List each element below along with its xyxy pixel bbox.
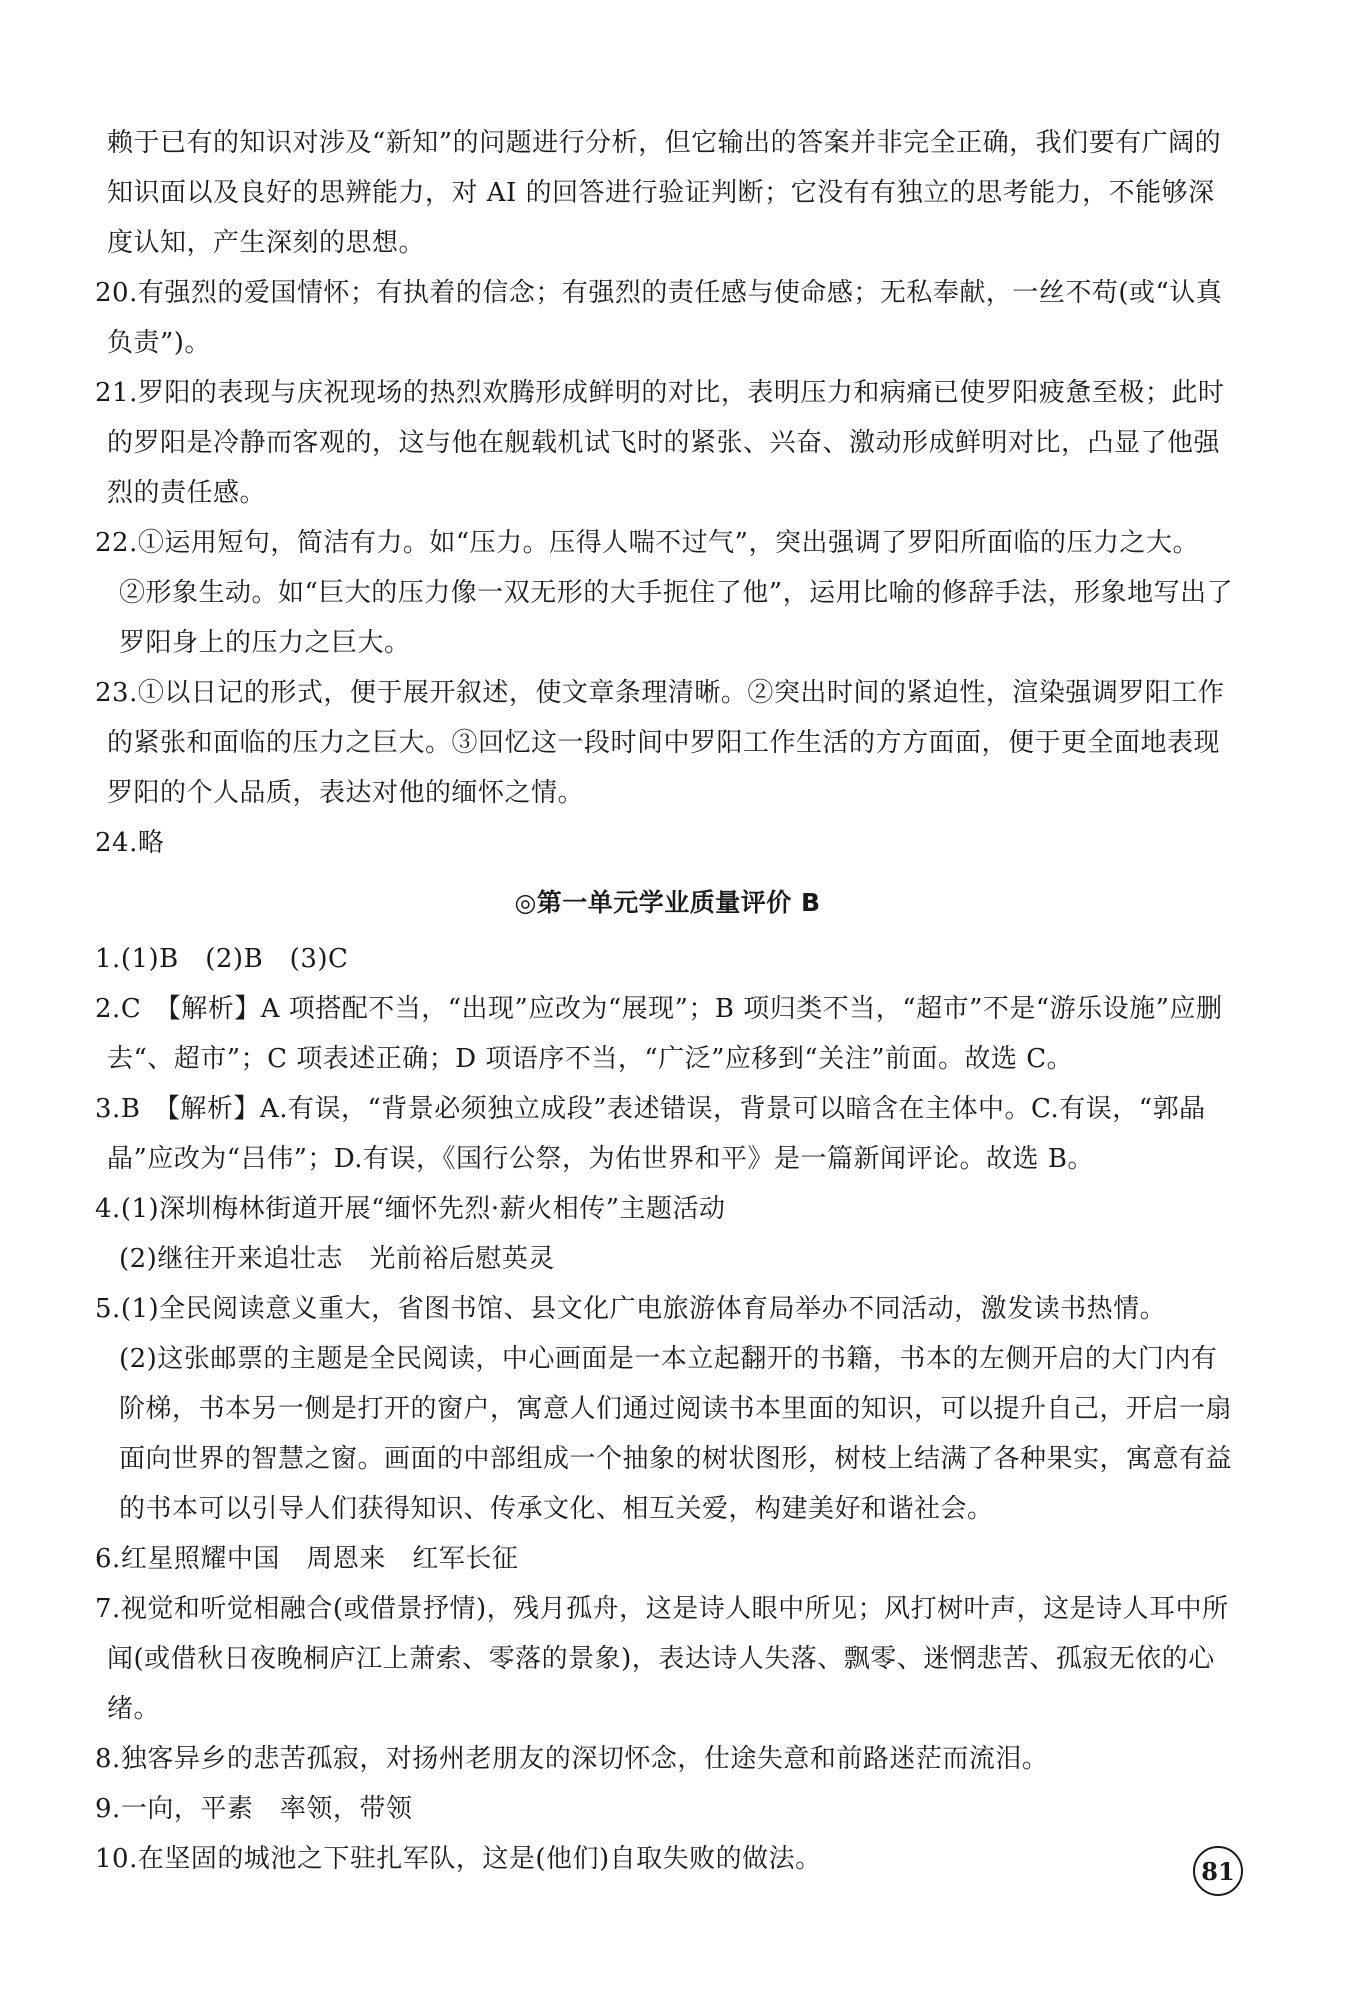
answer-item-2 (95, 984, 1240, 1084)
item-label: 4. (95, 1194, 121, 1224)
item-label: 10. (95, 1844, 138, 1874)
answer-item-8 (95, 1734, 1240, 1784)
item-text: B 【解析】A.有误，“背景必须独立成段”表述错误，背景可以暗含在主体中。C.有误，“郭晶晶”应改为“吕伟”；D.有误，《国行公祭，为佑世界和平》是一篇新闻评论。故选 B。 (107, 1094, 1206, 1174)
answer-item-3 (95, 1084, 1240, 1184)
item-label: 8. (95, 1744, 121, 1774)
item-label: 5. (95, 1294, 121, 1324)
item-label: 6. (95, 1544, 121, 1574)
answer-item-22 (95, 518, 1240, 668)
answer-item-9 (95, 1784, 1240, 1834)
page-number: 81 (1193, 1846, 1243, 1896)
item-text: 独客异乡的悲苦孤寂，对扬州老朋友的深切怀念，仕途失意和前路迷茫而流泪。 (120, 1744, 1049, 1774)
answer-item-1 (95, 934, 1240, 984)
item-label: 2. (95, 994, 121, 1024)
item-text: 罗阳的表现与庆祝现场的热烈欢腾形成鲜明的对比，表明压力和病痛已使罗阳疲惫至极；此时的罗阳是冷静而客观的，这与他在舰载机试飞时的紧张、兴奋、激动形成鲜明对比，凸显了他强烈的责任感。 (107, 378, 1225, 508)
item-label: 1. (95, 944, 121, 974)
item-sub-text: (2)这张邮票的主题是全民阅读，中心画面是一本立起翻开的书籍，书本的左侧开启的大门内有阶梯，书本另一侧是打开的窗户，寓意人们通过阅读书本里面的知识，可以提升自己，开启一扇面向世界的智慧之窗。画面的中部组成一个抽象的树状图形，树枝上结满了各种果实，寓意有益的书本可以引导人们获得知识、传承文化、相互关爱，构建美好和谐社会。 (119, 1344, 1233, 1524)
item-text: 在坚固的城池之下驻扎军队，这是(他们)自取失败的做法。 (137, 1844, 822, 1874)
item-label: 21. (95, 378, 138, 408)
item-text: 有强烈的爱国情怀；有执着的信念；有强烈的责任感与使命感；无私奉献，一丝不苟(或“认真负责”)。 (107, 278, 1223, 358)
item-text: (1)B (2)B (3)C (120, 944, 349, 974)
item-text: (1)深圳梅林街道开展“缅怀先烈·薪火相传”主题活动 (120, 1194, 726, 1224)
item-label: 23. (95, 678, 138, 708)
item-sub-text: (2)继往开来追壮志 光前裕后慰英灵 (119, 1244, 555, 1274)
answer-item-5 (95, 1284, 1240, 1534)
continuation-paragraph: 赖于已有的知识对涉及“新知”的问题进行分析，但它输出的答案并非完全正确，我们要有广阔的知识面以及良好的思辨能力，对 AI 的回答进行验证判断；它没有有独立的思考能力，不能够深度认知，产生深刻的思想。 (107, 128, 1222, 258)
item-sub-text: ②形象生动。如“巨大的压力像一双无形的大手扼住了他”，运用比喻的修辞手法，形象地写出了罗阳身上的压力之巨大。 (119, 578, 1234, 658)
answer-key-page (95, 118, 1240, 1884)
item-label: 24. (95, 828, 138, 858)
section-heading: ◎第一单元学业质量评价 B (514, 888, 821, 917)
item-label: 22. (95, 528, 138, 558)
answer-item-23 (95, 668, 1240, 818)
answer-item-24 (95, 818, 1240, 868)
item-text: (1)全民阅读意义重大，省图书馆、县文化广电旅游体育局举办不同活动，激发读书热情。 (120, 1294, 1167, 1324)
answer-item-4 (95, 1184, 1240, 1284)
answer-item-21 (95, 368, 1240, 518)
item-text: ①以日记的形式，便于展开叙述，使文章条理清晰。②突出时间的紧迫性，渲染强调罗阳工作的紧张和面临的压力之巨大。③回忆这一段时间中罗阳工作生活的方方面面，便于更全面地表现罗阳的个人品质，表达对他的缅怀之情。 (107, 678, 1225, 808)
item-label: 3. (95, 1094, 121, 1124)
item-text: 红星照耀中国 周恩来 红军长征 (120, 1544, 519, 1574)
item-text: 一向，平素 率领，带领 (120, 1794, 413, 1824)
item-text: 视觉和听觉相融合(或借景抒情)，残月孤舟，这是诗人眼中所见；风打树叶声，这是诗人耳中所闻(或借秋日夜晚桐庐江上萧索、零落的景象)，表达诗人失落、飘零、迷惘悲苦、孤寂无依的心绪。 (107, 1594, 1229, 1724)
answer-item-20 (95, 268, 1240, 368)
item-label: 20. (95, 278, 138, 308)
answer-item-6 (95, 1534, 1240, 1584)
item-text: ①运用短句，简洁有力。如“压力。压得人喘不过气”，突出强调了罗阳所面临的压力之大。 (137, 528, 1199, 558)
item-text: C 【解析】A 项搭配不当，“出现”应改为“展现”；B 项归类不当，“超市”不是“游乐设施”应删去“、超市”；C 项表述正确；D 项语序不当，“广泛”应移到“关注”前面。故选 C。 (107, 994, 1223, 1074)
item-text: 略 (137, 828, 165, 858)
item-label: 9. (95, 1794, 121, 1824)
answer-item-7 (95, 1584, 1240, 1734)
item-label: 7. (95, 1594, 121, 1624)
answer-item-10 (95, 1834, 1240, 1884)
